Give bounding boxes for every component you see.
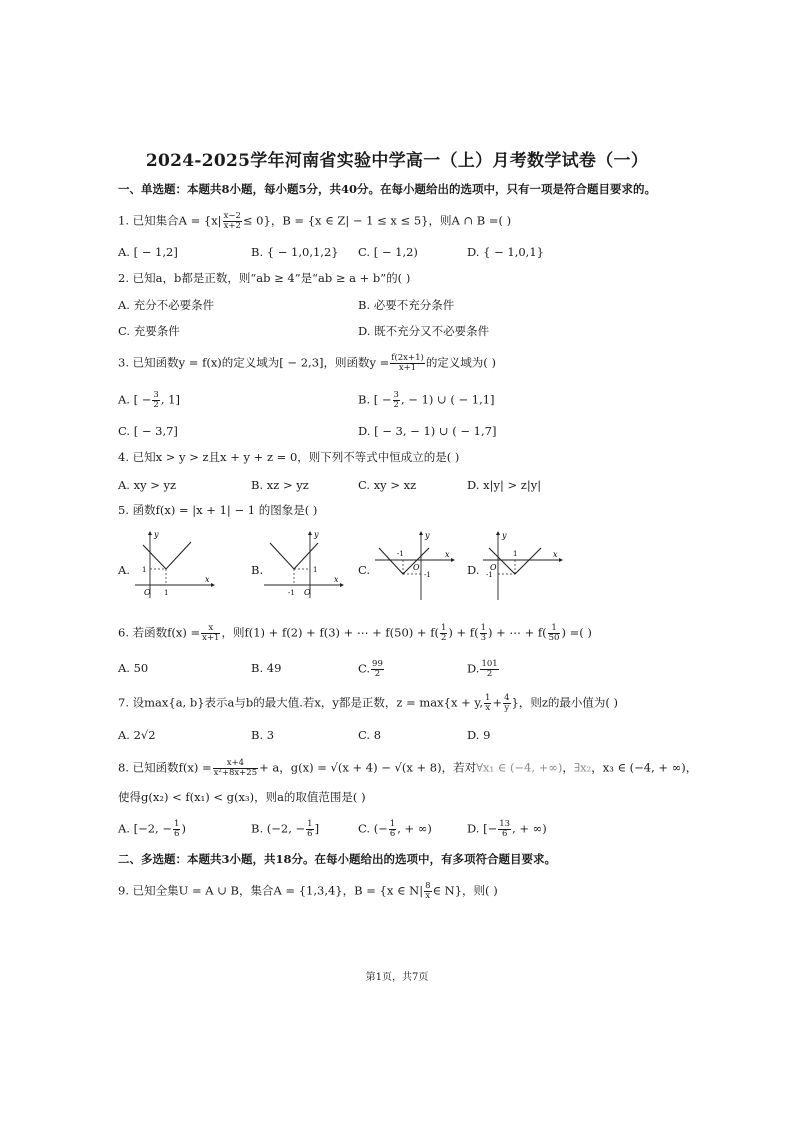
q1-option-d: D. { − 1,0,1} (467, 245, 544, 259)
question-4: 4. 已知x > y > z且x + y + z = 0，则下列不等式中恒成立的是( ) (118, 450, 460, 464)
question-6: 6. 若函数f(x) = $\frac{x}{x+1}$ ，则f(1) + f(2) + f(3) + ⋯ + f(50) + f( $\frac{1}{2}$ ) + f( $\frac{1}{3}$ ) + ⋯ + f( $\frac{1}{50}$ ) =( ) (118, 623, 592, 643)
q6-option-b: B. 49 (251, 661, 282, 675)
q2-option-b: B. 必要不充分条件 (358, 298, 455, 312)
x-axis-label: x (334, 575, 339, 584)
question-8: 8. 已知函数f(x) = $\frac{x+4}{\text{x²+8x+25}}$ + a，g(x) = √(x + 4) − √(x + 8)，若对∀x₁ ∈ (−4, +∞)，∃x₂，x₃ ∈ (−4, + ∞)， (118, 758, 698, 778)
origin-label: O (144, 588, 151, 597)
q4-option-d: D. x|y| > z|y| (467, 478, 542, 492)
q5-option-d-label: D. (467, 563, 480, 577)
q5-graph-c (373, 530, 455, 602)
q5-option-c-label: C. (358, 563, 371, 577)
question-1: 1. 已知集合A = {x| $\frac{x-2}{x+2}$ ≤ 0}，B = {x ∈ Z| − 1 ≤ x ≤ 5}，则A ∩ B =( ) (118, 211, 512, 231)
q5-option-b-label: B. (251, 563, 264, 577)
q8-option-b: B. (−2, − $\frac{1}{6}$ ] (251, 819, 320, 839)
question-5: 5. 函数f(x) = |x + 1| − 1 的图象是( ) (118, 503, 318, 517)
section-single-choice: 一、单选题：本题共8小题，每小题5分，共40分。在每小题给出的选项中，只有一项是符合题目要求的。 (118, 182, 657, 196)
q6-option-c: C. $\frac{99}{2}$ (358, 659, 383, 679)
tick-label: 1 (313, 566, 318, 574)
q8-option-d: D. [− $\frac{13}{6}$ , + ∞) (467, 819, 547, 839)
tick-label: 1 (164, 589, 169, 597)
q7-option-c: C. 8 (358, 728, 382, 742)
q5-graph-a (133, 530, 215, 600)
tick-label: 1 (513, 550, 518, 558)
q1-option-b: B. { − 1,0,1,2} (251, 245, 339, 259)
exam-title: 2024-2025学年河南省实验中学高一（上）月考数学试卷（一） (145, 151, 649, 171)
q8-option-c: C. (− $\frac{1}{6}$ , + ∞) (358, 819, 432, 839)
origin-label: O (413, 563, 420, 572)
q6-option-d: D. $\frac{101}{2}$ (467, 659, 498, 679)
fraction: $\frac{f(2x+1)}{x+1}$ (391, 353, 424, 373)
q2-option-d: D. 既不充分又不必要条件 (358, 324, 490, 338)
q4-option-c: C. xy > xz (358, 478, 417, 492)
tick-label: -1 (424, 571, 431, 579)
q5-graph-b (262, 530, 344, 600)
q3-option-a: A. [ − $\frac{3}{2}$ , 1] (118, 390, 180, 410)
origin-label: O (304, 588, 311, 597)
y-axis-label: y (154, 530, 159, 539)
tick-label: -1 (397, 550, 404, 558)
q4-option-a: A. xy > yz (118, 478, 177, 492)
tick-label: 1 (142, 566, 147, 574)
q2-option-c: C. 充要条件 (118, 324, 180, 338)
page-footer: 第1页，共7页 (365, 972, 429, 983)
question-2: 2. 已知a，b都是正数，则“ab ≥ 4”是“ab ≥ a + b”的( ) (118, 271, 411, 285)
question-7: 7. 设max{a, b}表示a与b的最大值.若x，y都是正数，z = max{x + y, $\frac{1}{x}$ + $\frac{4}{y}$ }，则z的最小值为( ) (118, 693, 619, 713)
q2-option-a: A. 充分不必要条件 (118, 298, 215, 312)
q7-option-d: D. 9 (467, 728, 491, 742)
q3-option-c: C. [ − 3,7] (118, 424, 178, 438)
q3-option-b: B. [ − $\frac{3}{2}$ , − 1) ∪ ( − 1,1] (358, 390, 495, 410)
q5-graph-d (481, 530, 563, 602)
q5-option-a-label: A. (118, 563, 130, 577)
question-8-line-2: 使得g(x₂) < f(x₁) < g(x₃)，则a的取值范围是( ) (118, 790, 366, 804)
x-axis-label: x (553, 550, 558, 559)
q1-option-c: C. [ − 1,2) (358, 245, 418, 259)
question-9: 9. 已知全集U = A ∪ B，集合A = {1,3,4}，B = {x ∈ N| $\frac{8}{x}$ ∈ N}，则( ) (118, 881, 498, 901)
question-3: 3. 已知函数y = f(x)的定义域为[ − 2,3]，则函数y = $\frac{f(2x+1)}{x+1}$ 的定义域为( ) (118, 353, 496, 373)
q8-option-a: A. [−2, − $\frac{1}{6}$ ) (118, 819, 186, 839)
q3-option-d: D. [ − 3, − 1) ∪ ( − 1,7] (358, 424, 497, 438)
q6-option-a: A. 50 (118, 661, 149, 675)
x-axis-label: x (445, 550, 450, 559)
tick-label: -1 (486, 571, 493, 579)
tick-label: -1 (288, 589, 295, 597)
q7-option-a: A. 2√2 (118, 728, 156, 742)
q7-option-b: B. 3 (251, 728, 275, 742)
section-multiple-choice: 二、多选题：本题共3小题，共18分。在每小题给出的选项中，有多项符合题目要求。 (118, 852, 557, 866)
y-axis-label: y (314, 530, 319, 539)
y-axis-label: y (502, 531, 507, 540)
origin-label: O (490, 563, 497, 572)
fraction: $\frac{x-2}{x+2}$ (223, 211, 241, 231)
x-axis-label: x (205, 575, 210, 584)
q4-option-b: B. xz > yz (251, 478, 309, 492)
y-axis-label: y (425, 531, 430, 540)
q1-option-a: A. [ − 1,2] (118, 245, 178, 259)
